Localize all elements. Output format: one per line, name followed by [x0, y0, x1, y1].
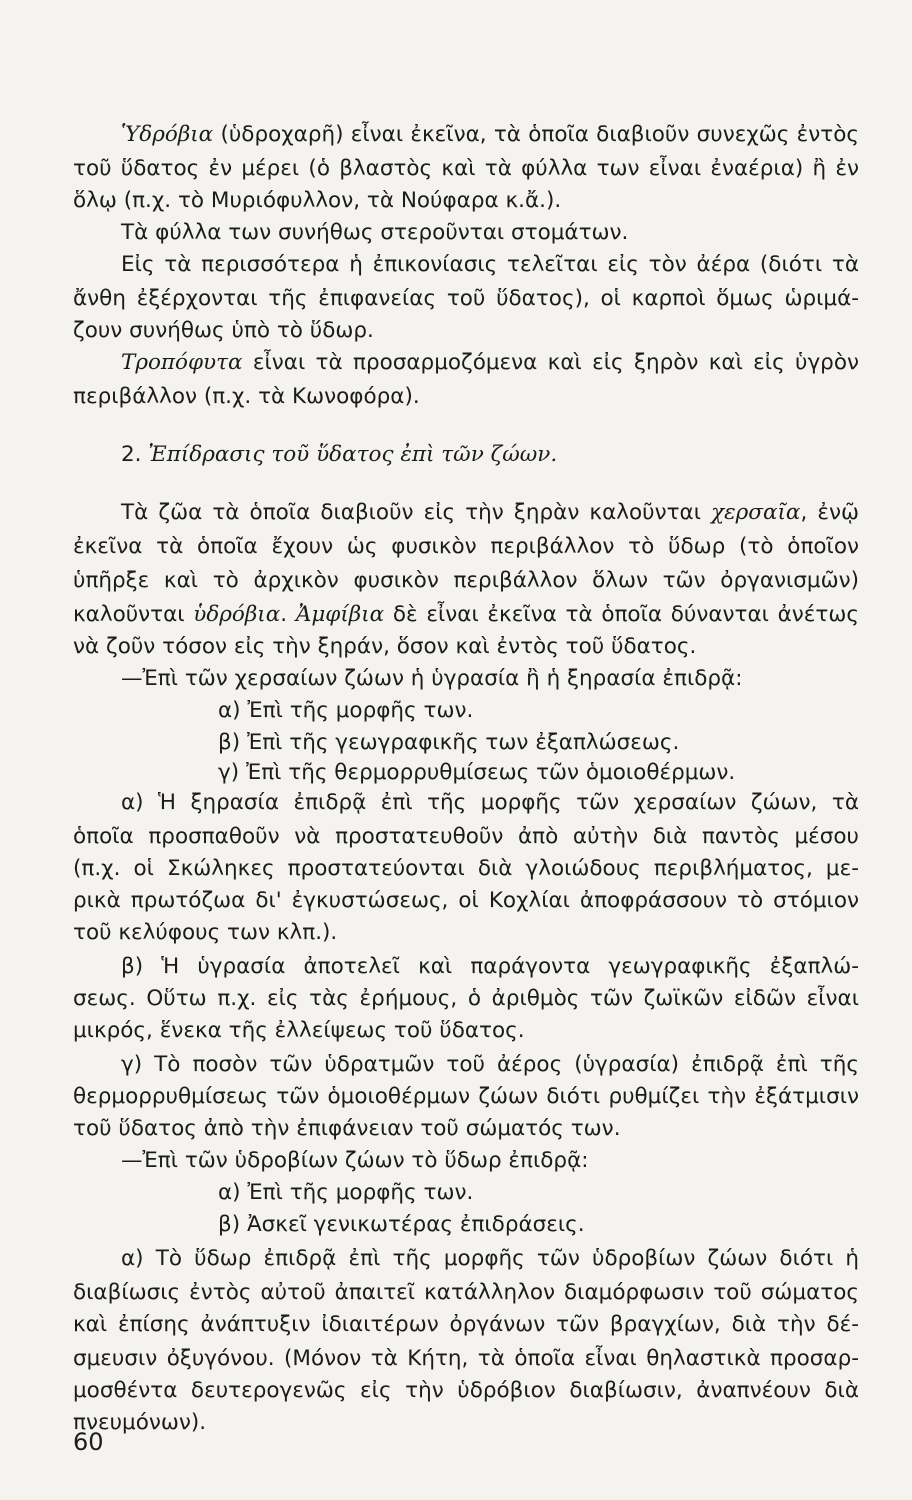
paragraph-gamma-line-2: θερμορρυθμίσεως τῶν ὁμοιοθέρμων ζώων διότι ρυθμίζει τὴν ἐξάτμισιν [73, 1084, 859, 1109]
paragraph-pollination-line-3: ζουν συνήθως ὑπὸ τὸ ὕδωρ. [73, 318, 374, 343]
paragraph-animals-line-4 [73, 600, 859, 630]
land-animals-intro: —Ἐπὶ τῶν χερσαίων ζώων ἡ ὑγρασία ἢ ἡ ξηρασία ἐπιδρᾷ: [121, 666, 743, 691]
section-number: 2. [121, 442, 142, 467]
paragraph-alpha-line-3: (π.χ. οἱ Σκώληκες προστατεύονται διὰ γλοιώδους περιβλήματος, με- [73, 856, 859, 881]
paragraph-delta-line-2: διαβίωσις ἐντὸς αὐτοῦ ἀπαιτεῖ κατάλληλον διαμόρφωσιν τοῦ σώματος [73, 1280, 859, 1305]
term-tropophyta: Τροπόφυτα [121, 350, 243, 375]
paragraph-animals-line-2: ἐκεῖνα τὰ ὁποῖα ἔχουν ὡς φυσικὸν περιβάλλον τὸ ὕδωρ (τὸ ὁποῖον [73, 534, 859, 559]
term-hydrobia: Ὑδρόβια [121, 122, 214, 147]
paragraph-gamma-line-3: τοῦ ὕδατος ἀπὸ τὴν ἐπιφάνειαν τοῦ σώματός των. [73, 1116, 621, 1141]
paragraph-animals-line-5: νὰ ζοῦν τόσον εἰς τὴν ξηράν, ὅσον καὶ ἐντὸς τοῦ ὕδατος. [73, 634, 697, 659]
paragraph-delta-line-5: μοσθέντα δευτερογενῶς εἰς τὴν ὑδρόβιον διαβίωσιν, ἀναπνέουν διὰ [73, 1378, 859, 1403]
paragraph-hydrobia-line-2: τοῦ ὕδατος ἐν μέρει (ὁ βλαστὸς καὶ τὰ φύλλα των εἶναι ἐναέρια) ἢ ἐν [73, 156, 859, 181]
section-heading [121, 440, 907, 470]
paragraph-delta-line-3: καὶ ἐπίσης ἀνάπτυξιν ἰδιαιτέρων ὀργάνων τῶν βραγχίων, διὰ τὴν δέ- [73, 1312, 859, 1337]
paragraph-alpha-line-1: α) Ἡ ξηρασία ἐπιδρᾷ ἐπὶ τῆς μορφῆς τῶν χερσαίων ζώων, τὰ [121, 790, 859, 815]
paragraph-beta-line-3: μικρός, ἕνεκα τῆς ἐλλείψεως τοῦ ὕδατος. [73, 1018, 525, 1043]
text-span: Τὰ ζῶα τὰ ὁποῖα διαβιοῦν εἰς τὴν ξηρὰν καλοῦνται [121, 500, 712, 525]
page-number: 60 [73, 1428, 104, 1456]
paragraph-beta-line-1: β) Ἡ ὑγρασία ἀποτελεῖ καὶ παράγοντα γεωγραφικῆς ἐξαπλώ- [121, 954, 859, 979]
paragraph-hydrobia-line-3: ὅλῳ (π.χ. τὸ Μυριόφυλλον, τὰ Νούφαρα κ.ἄ.). [73, 188, 562, 213]
land-list-item-b: β) Ἐπὶ τῆς γεωγραφικῆς των ἐξαπλώσεως. [218, 730, 680, 755]
text-span: (ὑδροχαρῆ) εἶναι ἐκεῖνα, τὰ ὁποῖα διαβιοῦν συνεχῶς ἐντὸς [213, 122, 859, 147]
paragraph-tropophyta-line-2: περιβάλλον (π.χ. τὰ Κωνοφόρα). [73, 384, 420, 409]
land-list-item-c: γ) Ἐπὶ τῆς θερμορρυθμίσεως τῶν ὁμοιοθέρμων. [218, 760, 736, 785]
paragraph-stomata: Τὰ φύλλα των συνήθως στεροῦνται στομάτων. [121, 220, 629, 245]
water-list-item-b: β) Ἀσκεῖ γενικωτέρας ἐπιδράσεις. [218, 1212, 585, 1237]
text-span: . [280, 602, 296, 627]
paragraph-alpha-line-2: ὁποῖα προσπαθοῦν νὰ προστατευθοῦν ἀπὸ αὐτὴν διὰ παντὸς μέσου [73, 824, 859, 849]
term-chersaia: χερσαῖα [711, 500, 801, 525]
paragraph-animals-line-1 [73, 498, 859, 528]
paragraph-hydrobia-line-1 [73, 120, 859, 150]
paragraph-delta-line-4: σμευσιν ὀξυγόνου. (Μόνον τὰ Κήτη, τὰ ὁποῖα εἶναι θηλαστικὰ προσαρ- [73, 1346, 859, 1371]
water-list-item-a: α) Ἐπὶ τῆς μορφῆς των. [218, 1180, 474, 1205]
term-amphibia: Ἀμφίβια [295, 602, 385, 627]
text-span: , ἐνῷ [800, 500, 859, 525]
land-list-item-a: α) Ἐπὶ τῆς μορφῆς των. [218, 698, 474, 723]
paragraph-beta-line-2: σεως. Οὕτω π.χ. εἰς τὰς ἐρήμους, ὁ ἀριθμὸς τῶν ζωϊκῶν εἰδῶν εἶναι [73, 986, 859, 1011]
water-animals-intro: —Ἐπὶ τῶν ὑδροβίων ζώων τὸ ὕδωρ ἐπιδρᾷ: [121, 1148, 589, 1173]
paragraph-alpha-line-5: τοῦ κελύφους των κλπ.). [73, 920, 338, 945]
section-title: Ἐπίδρασις τοῦ ὕδατος ἐπὶ τῶν ζώων. [148, 442, 558, 467]
text-span: καλοῦνται [73, 602, 194, 627]
paragraph-tropophyta-line-1 [73, 348, 859, 378]
paragraph-pollination-line-2: ἄνθη ἐξέρχονται τῆς ἐπιφανείας τοῦ ὕδατος), οἱ καρποὶ ὅμως ὡριμά- [73, 286, 859, 311]
paragraph-alpha-line-4: ρικὰ πρωτόζωα δι' ἐγκυστώσεως, οἱ Κοχλίαι ἀποφράσσουν τὸ στόμιον [73, 888, 859, 913]
paragraph-delta-line-1: α) Τὸ ὕδωρ ἐπιδρᾷ ἐπὶ τῆς μορφῆς τῶν ὑδροβίων ζώων διότι ἡ [121, 1246, 859, 1271]
paragraph-animals-line-3: ὑπῆρξε καὶ τὸ ἀρχικὸν φυσικὸν περιβάλλον ὅλων τῶν ὀργανισμῶν) [73, 568, 859, 593]
paragraph-delta-line-6: πνευμόνων). [73, 1410, 207, 1435]
text-span: δὲ εἶναι ἐκεῖνα τὰ ὁποῖα δύνανται ἀνέτως [384, 602, 859, 627]
text-span: εἶναι τὰ προσαρμοζόμενα καὶ εἰς ξηρὸν καὶ εἰς ὑγρὸν [242, 350, 859, 375]
paragraph-pollination-line-1: Εἰς τὰ περισσότερα ἡ ἐπικονίασις τελεῖται εἰς τὸν ἀέρα (διότι τὰ [121, 252, 859, 277]
paragraph-gamma-line-1: γ) Τὸ ποσὸν τῶν ὑδρατμῶν τοῦ ἀέρος (ὑγρασία) ἐπιδρᾷ ἐπὶ τῆς [121, 1052, 859, 1077]
term-hydrobia-animals: ὑδρόβια [193, 602, 281, 627]
